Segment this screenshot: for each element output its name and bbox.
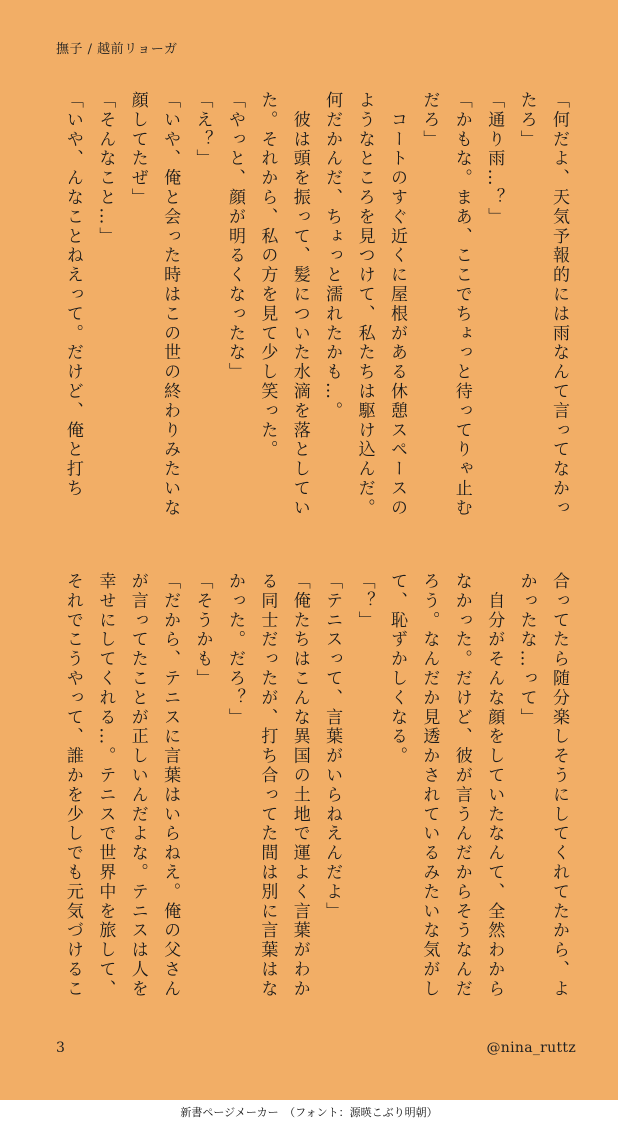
text-column: ようなところを見つけて、私たちは駆け込んだ。 — [354, 91, 375, 518]
text-column: ろう。なんだか見透かされているみたいな気がし — [419, 572, 440, 999]
text-column: 「え？」 — [192, 91, 213, 169]
text-column: 「俺たちはこんな異国の土地で運よく言葉がわか — [289, 572, 310, 999]
text-column: なかった。だけど、彼が言うんだからそうなんだ — [451, 572, 472, 999]
text-column: 顔してたぜ」 — [127, 91, 148, 208]
text-column: 「通り雨…？」 — [484, 91, 505, 227]
text-column: かった。だろ？」 — [224, 572, 245, 728]
text-column: 彼は頭を振って、髪についた水滴を落としてい — [289, 91, 310, 518]
text-column: 「何だよ、天気予報的には雨なんて言ってなかっ — [549, 91, 569, 518]
text-column: 「そうかも」 — [192, 572, 213, 689]
text-column: た。それから、私の方を見て少し笑った。 — [257, 91, 278, 460]
text-column: それでこうやって、誰かを少しでも元気づけるこ — [62, 572, 83, 999]
author-handle: @nina_ruttz — [486, 1040, 576, 1056]
text-column: 「いや、俺と会った時はこの世の終わりみたいな — [160, 91, 181, 518]
text-column: だろ」 — [419, 91, 440, 150]
text-column: 「？」 — [354, 572, 375, 631]
text-column: コートのすぐ近くに屋根がある休憩スペースの — [386, 91, 407, 518]
text-column: が言ってたことが正しいんだよな。テニスは人を — [127, 572, 148, 999]
text-column: 合ってたら随分楽しそうにしてくれてたから、よ — [549, 572, 569, 999]
text-column: 「やっと、顔が明るくなったな」 — [224, 91, 245, 382]
text-column: かったな…って」 — [516, 572, 537, 728]
text-column: 「いや、んなことねえって。だけど、俺と打ち — [62, 91, 83, 499]
text-column: 自分がそんな顔をしていたなんて、全然わから — [484, 572, 505, 999]
lower-text-block — [57, 572, 576, 1012]
text-column: て、恥ずかしくなる。 — [386, 572, 407, 766]
upper-text-block — [57, 91, 576, 531]
page-header-title: 撫子 / 越前リョーガ — [56, 42, 178, 57]
text-column: 「テニスって、言葉がいらねえんだよ」 — [322, 572, 343, 922]
text-column: る同士だったが、打ち合ってた間は別に言葉はな — [257, 572, 278, 999]
text-column: 「そんなこと…」 — [95, 91, 116, 247]
footer-credit: 新書ページメーカー （フォント：源暎こぶり明朝） — [180, 1106, 438, 1119]
text-column: 何だかんだ、ちょっと濡れたかも…。 — [322, 91, 343, 421]
page-number: 3 — [56, 1040, 65, 1056]
text-column: 幸せにしてくれる…。テニスで世界中を旅して、 — [95, 572, 116, 999]
text-column: 「だから、テニスに言葉はいらねえ。俺の父さん — [160, 572, 181, 999]
text-column: たろ」 — [516, 91, 537, 150]
text-column: 「かもな。まあ、ここでちょっと待ってりゃ止む — [451, 91, 472, 518]
